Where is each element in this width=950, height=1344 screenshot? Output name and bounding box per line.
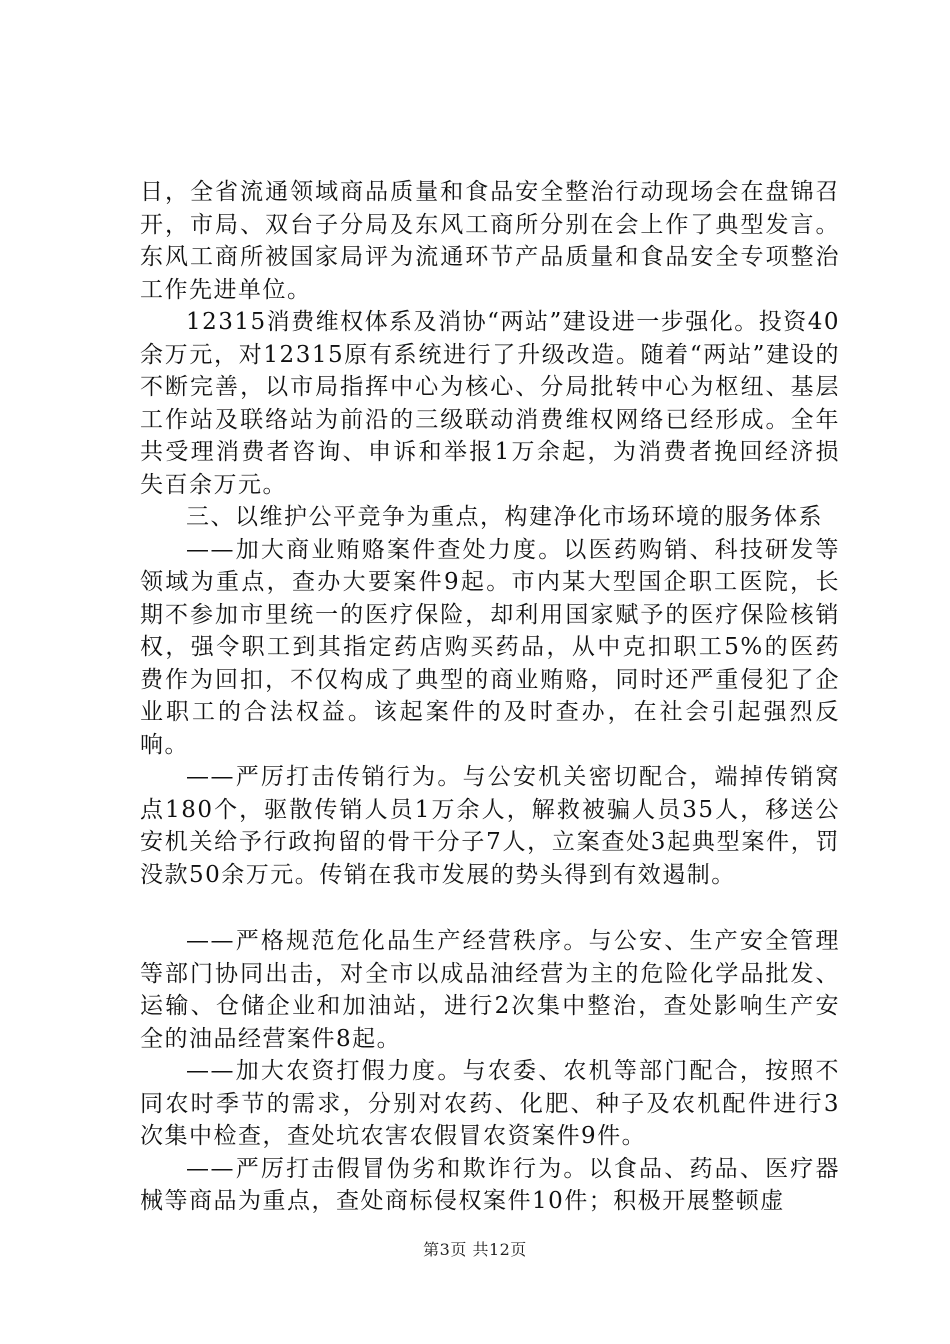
section-heading: 三、以维护公平竞争为重点，构建净化市场环境的服务体系 (186, 504, 823, 530)
paragraph-2: 12315消费维权体系及消协“两站”建设进一步强化。投资40余万元，对12315原有系统进行了升级改造。随着“两站”建设的不断完善，以市局指挥中心为核心、分局批转中心为枢纽、基层工作站及联络站为前沿的三级联动消费维权网络已经形成。全年共受理消费者咨询、申诉和举报1万余起，为消费者挽回经济损失百余万元。 (140, 309, 840, 498)
paragraph-pyramid-selling: ——严厉打击传销行为。与公安机关密切配合，端掉传销窝点180个，驱散传销人员1万余人，解救被骗人员35人，移送公安机关给予行政拘留的骨干分子7人，立案查处3起典型案件，罚没款50余万元。传销在我市发展的势头得到有效遏制。 (140, 764, 840, 888)
paragraph-hazardous-chemicals: ——严格规范危化品生产经营秩序。与公安、生产安全管理等部门协同出击，对全市以成品油经营为主的危险化学品批发、运输、仓储企业和加油站，进行2次集中整治，查处影响生产安全的油品经营案件8起。 (140, 928, 840, 1052)
paragraph-agricultural-supplies: ——加大农资打假力度。与农委、农机等部门配合，按照不同农时季节的需求，分别对农药、化肥、种子及农机配件进行3次集中检查，查处坑农害农假冒农资案件9件。 (140, 1058, 840, 1149)
paragraph-commercial-bribery: ——加大商业贿赂案件查处力度。以医药购销、科技研发等领域为重点，查办大要案件9起。市内某大型国企职工医院，长期不参加市里统一的医疗保险，却利用国家赋予的医疗保险核销权，强令职工到其指定药店购买药品，从中克扣职工5%的医药费作为回扣，不仅构成了典型的商业贿赂，同时还严重侵犯了企业职工的合法权益。该起案件的及时查办，在社会引起强烈反响。 (140, 536, 840, 758)
page-number-label: 第3页 共12页 (423, 1240, 527, 1259)
paragraph-1: 日，全省流通领域商品质量和食品安全整治行动现场会在盘锦召开，市局、双台子分局及东风工商所分别在会上作了典型发言。东风工商所被国家局评为流通环节产品质量和食品安全专项整治工作先进单位。 (140, 179, 840, 303)
page-footer (0, 1239, 950, 1261)
paragraph-counterfeit-fraud: ——严厉打击假冒伪劣和欺诈行为。以食品、药品、医疗器械等商品为重点，查处商标侵权案件10件；积极开展整顿虚 (140, 1155, 840, 1214)
document-body (140, 176, 840, 1218)
